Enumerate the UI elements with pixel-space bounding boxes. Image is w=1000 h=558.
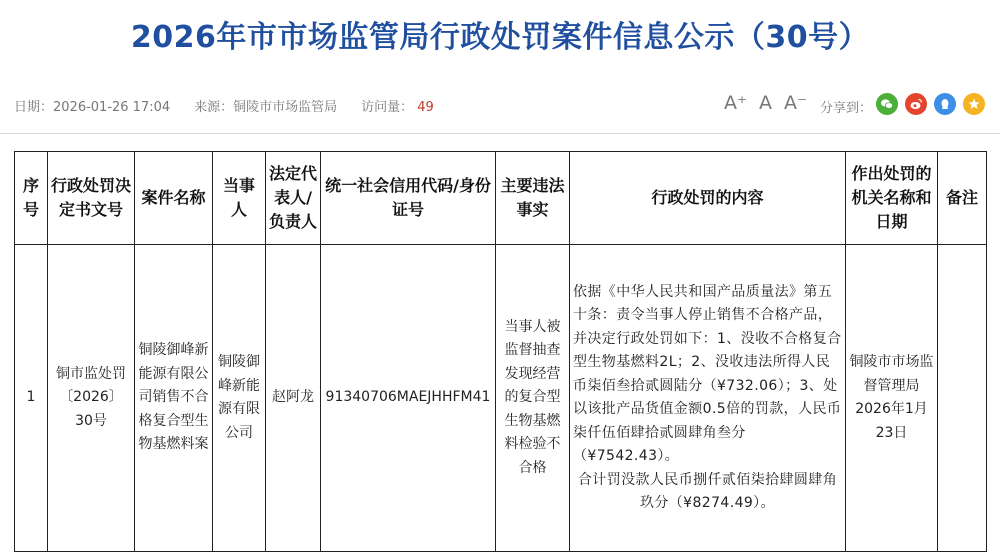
col-header-case-name: 案件名称: [135, 152, 213, 245]
wechat-icon[interactable]: [876, 93, 898, 115]
table-row: [15, 245, 987, 552]
cell-authority-date: 铜陵市市场监督管理局2026年1月23日: [846, 245, 938, 552]
visits-count: 49: [417, 100, 434, 115]
cell-party: 铜陵御峰新能源有限公司: [213, 245, 266, 552]
cell-facts: 当事人被监督抽查发现经营的复合型生物基燃料检验不合格: [496, 245, 570, 552]
col-header-doc-no: 行政处罚决定书文号: [48, 152, 135, 245]
col-header-authority-date: 作出处罚的机关名称和日期: [846, 152, 938, 245]
qq-icon[interactable]: [934, 93, 956, 115]
weibo-icon[interactable]: [905, 93, 927, 115]
visits-label: 访问量：: [361, 100, 414, 115]
article-meta: [14, 96, 434, 115]
qzone-icon[interactable]: [963, 93, 985, 115]
font-default-button[interactable]: A: [759, 92, 773, 114]
col-header-representative: 法定代表人/负责人: [266, 152, 321, 245]
col-header-facts: 主要违法事实: [496, 152, 570, 245]
share-icons: [876, 93, 992, 115]
col-header-credit-code: 统一社会信用代码/身份证号: [321, 152, 496, 245]
divider: [0, 133, 1000, 134]
cell-remark: [938, 245, 987, 552]
page-title: 2026年市市场监管局行政处罚案件信息公示（30号）: [130, 20, 870, 55]
publish-date: 日期：2026-01-26 17:04: [14, 100, 171, 115]
source: 来源：铜陵市市场监管局: [194, 100, 338, 115]
cell-case-name: 铜陵御峰新能源有限公司销售不合格复合型生物基燃料案: [135, 245, 213, 552]
penalty-table: [14, 151, 987, 552]
cell-doc-no: 铜市监处罚〔2026〕30号: [48, 245, 135, 552]
cell-penalty-content: [570, 245, 846, 552]
penalty-text: 依据《中华人民共和国产品质量法》第五十条：责令当事人停止销售不合格产品，并决定行政处罚如下：1、没收不合格复合型生物基燃料2L；2、没收违法所得人民币柒佰叁拾贰圆陆分（¥732.06）；3、处以该批产品货值金额0.5倍的罚款，人民币柒仟伍佰肆拾贰圆肆角叁分（¥7542.43）。: [573, 283, 842, 464]
col-header-penalty-content: 行政处罚的内容: [570, 152, 846, 245]
font-size-tools: [724, 92, 819, 114]
font-increase-button[interactable]: A⁺: [724, 92, 748, 114]
font-decrease-button[interactable]: A⁻: [784, 92, 808, 114]
col-header-no: 序号: [15, 152, 48, 245]
col-header-remark: 备注: [938, 152, 987, 245]
cell-representative: 赵阿龙: [266, 245, 321, 552]
cell-no: 1: [15, 245, 48, 552]
share-label: 分享到：: [820, 101, 873, 116]
penalty-total: 合计罚没款人民币捌仟贰佰柒拾肆圆肆角玖分（¥8274.49）。: [577, 471, 838, 511]
col-header-party: 当事人: [213, 152, 266, 245]
cell-credit-code: 91340706MAEJHHFM41: [321, 245, 496, 552]
table-header-row: [15, 152, 987, 245]
